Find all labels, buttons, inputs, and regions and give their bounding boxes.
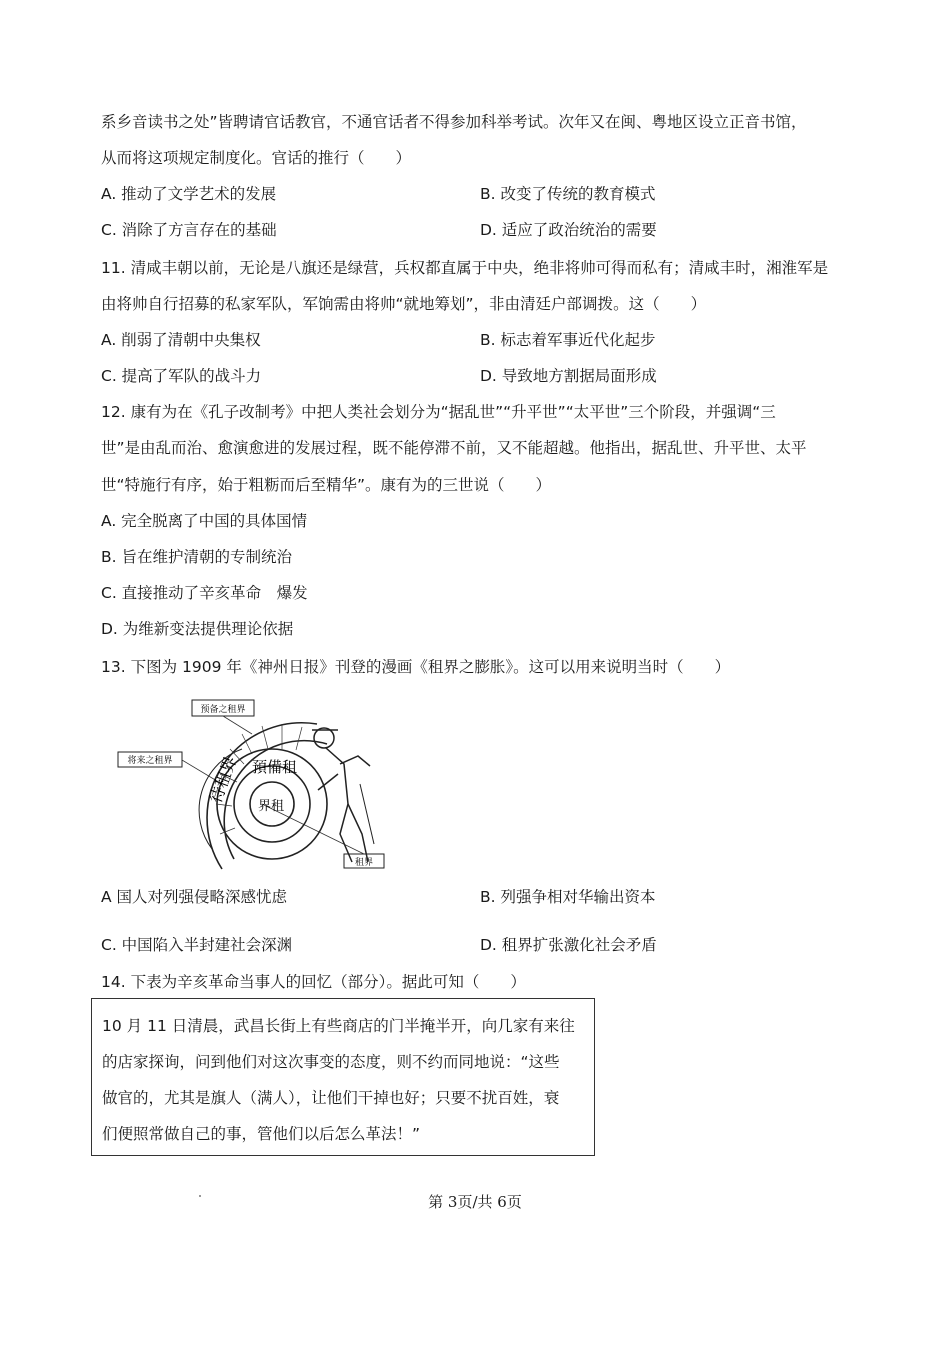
q12-option-c: C. 直接推动了辛亥革命 爆发 — [101, 584, 308, 602]
q14-quote-line2: 的店家探询，问到他们对这次事变的态度，则不约而同地说：“这些 — [102, 1053, 560, 1071]
q12-option-a: A. 完全脱离了中国的具体国情 — [101, 512, 308, 530]
q11-stem-line2: 由将帅自行招募的私家军队，军饷需由将帅“就地筹划”，非由清廷户部调拨。这（ ） — [101, 295, 707, 313]
q13-stem: 13. 下图为 1909 年《神州日报》刊登的漫画《租界之膨胀》。这可以用来说明当时（ ） — [101, 658, 731, 676]
q14-quote-line3: 做官的，尤其是旗人（满人），让他们干掉也好；只要不扰百姓，衰 — [102, 1089, 560, 1107]
q12-option-d: D. 为维新变法提供理论依据 — [101, 620, 294, 638]
q14-stem: 14. 下表为辛亥革命当事人的回忆（部分）。据此可知（ ） — [101, 973, 526, 991]
q11-stem-line1: 11. 清咸丰朝以前，无论是八旗还是绿营，兵权都直属于中央，绝非将帅可得而私有；清咸丰时，湘淮军是 — [101, 259, 829, 277]
q12-stem-line2: 世”是由乱而治、愈演愈进的发展过程，既不能停滞不前，又不能超越。他指出，据乱世、升平世、太平 — [101, 439, 807, 457]
ring-middle-text: 預備租 — [252, 758, 298, 776]
concession-expansion-cartoon — [112, 694, 412, 874]
ring-inner-text: 界租 — [258, 799, 285, 814]
page-number: 第 3页/共 6页 — [428, 1193, 522, 1211]
prepared-concession-label: 预备之租界 — [200, 705, 246, 715]
q11-option-c: C. 提高了军队的战斗力 — [101, 367, 262, 385]
q14-quote-line1: 10 月 11 日清晨，武昌长街上有些商店的门半掩半开，向几家有来往 — [102, 1017, 575, 1035]
q13-option-b: B. 列强争相对华输出资本 — [480, 888, 656, 906]
q10-option-c: C. 消除了方言存在的基础 — [101, 221, 277, 239]
q12-stem-line1: 12. 康有为在《孔子改制考》中把人类社会划分为“据乱世”“升平世”“太平世”三个阶段，并强调“三 — [101, 403, 776, 421]
q12-stem-line3: 世“特施行有序，始于粗粝而后至精华”。康有为的三世说（ ） — [101, 476, 552, 494]
q10-option-a: A. 推动了文学艺术的发展 — [101, 185, 277, 203]
q14-quote-table — [91, 998, 595, 1156]
q13-option-c: C. 中国陷入半封建社会深渊 — [101, 936, 293, 954]
q11-option-a: A. 削弱了清朝中央集权 — [101, 331, 261, 349]
future-concession-label: 将来之租界 — [127, 756, 173, 766]
q14-quote-line4: 们便照常做自己的事，管他们以后怎么革法！” — [102, 1125, 421, 1143]
q10-option-d: D. 适应了政治统治的需要 — [480, 221, 657, 239]
q10-option-b: B. 改变了传统的教育模式 — [480, 185, 656, 203]
q10-stem-line2: 从而将这项规定制度化。官话的推行（ ） — [101, 149, 412, 167]
q13-option-d: D. 租界扩张激化社会矛盾 — [480, 936, 657, 954]
q11-option-b: B. 标志着军事近代化起步 — [480, 331, 656, 349]
ring-outer-text: 待租界 — [205, 753, 241, 806]
foreigner-figure — [312, 728, 374, 862]
q13-option-a: A 国人对列强侵略深感忧虑 — [101, 888, 288, 906]
q10-stem-line1: 系乡音读书之处”皆聘请官话教官，不通官话者不得参加科举考试。次年又在闽、粤地区设立正音书馆， — [101, 113, 807, 131]
q11-option-d: D. 导致地方割据局面形成 — [480, 367, 657, 385]
q12-option-b: B. 旨在维护清朝的专制统治 — [101, 548, 292, 566]
current-concession-label: 租界 — [354, 858, 374, 868]
